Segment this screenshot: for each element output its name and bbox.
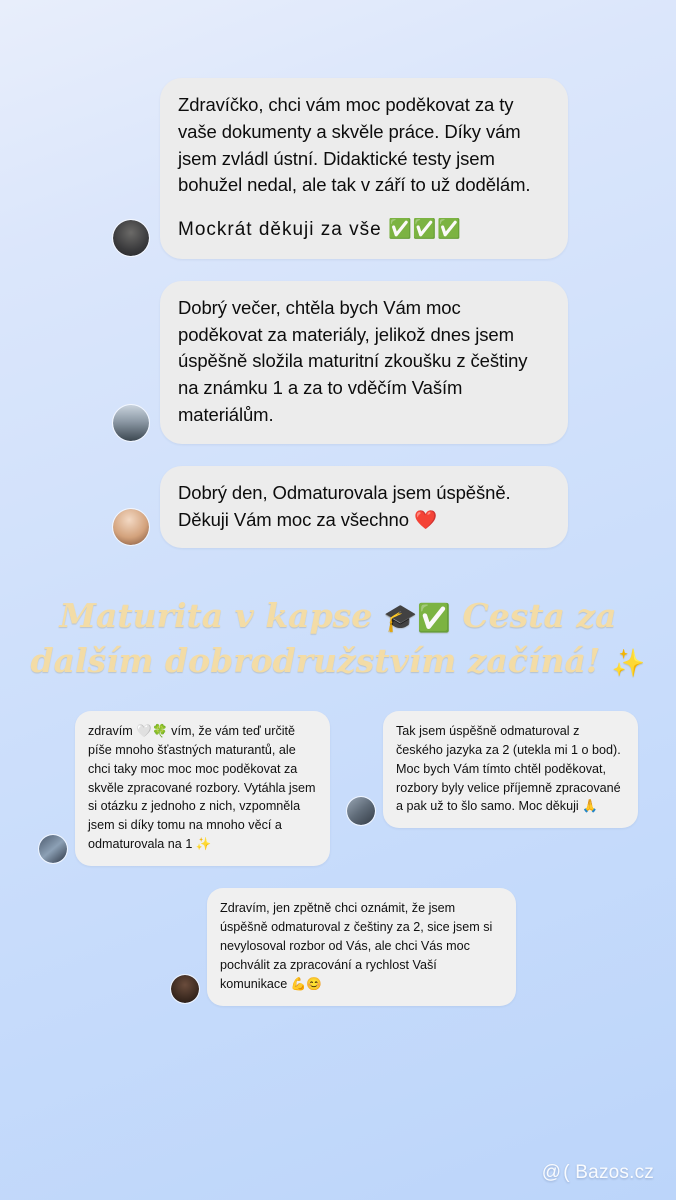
message-text: zdravím 🤍🍀 vím, že vám teď určitě píše mnoho šťastných maturantů, ale chci taky moc moc moc poděkovat za skvěle zpracované rozbory. Vytáhla jsem si otázku z jednoho z nich, vzpomněla jsem si díky tomu na mnoho věcí a odmaturovala na 1 ✨ bbox=[88, 723, 316, 852]
message-text: Zdravíčko, chci vám moc poděkovat za ty vaše dokumenty a skvěle práce. Díky vám jsem zvládl ústní. Didaktické testy jsem bohužel nedal, ale tak v září to už dodělám. bbox=[178, 94, 531, 196]
avatar-image bbox=[113, 509, 149, 545]
message-bubble bbox=[160, 466, 568, 549]
message-row bbox=[38, 711, 330, 866]
bottom-message-row bbox=[0, 888, 676, 1005]
message-bubble bbox=[160, 281, 568, 444]
headline-line-2 bbox=[22, 639, 654, 683]
avatar[interactable] bbox=[112, 508, 150, 546]
avatar-image bbox=[113, 405, 149, 441]
message-bubble bbox=[160, 78, 568, 259]
avatar-image bbox=[171, 975, 199, 1003]
message-text-secondary: Mockrát děkuji za vše ✅✅✅ bbox=[178, 219, 462, 241]
message-bubble bbox=[207, 888, 516, 1005]
headline bbox=[0, 594, 676, 682]
avatar[interactable] bbox=[346, 796, 376, 826]
message-row bbox=[0, 466, 676, 549]
avatar-image bbox=[347, 797, 375, 825]
message-text: Dobrý večer, chtěla bych Vám moc poděkovat za materiály, jelikož dnes jsem úspěšně složila maturitní zkoušku z češtiny na známku 1 a za to vděčím Vaším materiálům. bbox=[178, 296, 528, 426]
avatar-image bbox=[39, 835, 67, 863]
small-message-list bbox=[0, 711, 676, 866]
message-bubble bbox=[75, 711, 330, 866]
at-icon: @ bbox=[541, 1162, 562, 1183]
headline-line-1 bbox=[22, 594, 654, 638]
top-message-list bbox=[0, 0, 676, 548]
message-text: Dobrý den, Odmaturovala jsem úspěšně. Děkuji Vám moc za všechno ❤️ bbox=[178, 481, 511, 530]
avatar-image bbox=[113, 220, 149, 256]
message-text: Zdravím, jen zpětně chci oznámit, že jsem úspěšně odmaturoval z češtiny za 2, sice jsem si nevylosoval rozbor od Vás, ale chci Vás moc pochválit za zpracování a rychlost Vaší komunikace 💪😊 bbox=[220, 901, 493, 991]
headline-text-c: dalším dobrodružstvím začíná! bbox=[30, 640, 612, 680]
headline-text-a: Maturita v kapse bbox=[59, 596, 384, 636]
message-bubble bbox=[383, 711, 638, 828]
avatar[interactable] bbox=[170, 974, 200, 1004]
message-row bbox=[0, 281, 676, 444]
avatar[interactable] bbox=[112, 404, 150, 442]
graduation-check-icon: 🎓✅ bbox=[383, 603, 451, 635]
avatar[interactable] bbox=[38, 834, 68, 864]
sparkles-icon: ✨ bbox=[611, 647, 646, 679]
message-row bbox=[346, 711, 638, 828]
avatar[interactable] bbox=[112, 219, 150, 257]
headline-text-b: Cesta za bbox=[450, 596, 617, 636]
watermark-text: ( Bazos.cz bbox=[563, 1162, 654, 1183]
watermark bbox=[542, 1162, 654, 1184]
message-text: Tak jsem úspěšně odmaturoval z českého jazyka za 2 (utekla mi 1 o bod). Moc bych Vám tímto chtěl poděkovat, rozbory byly velice příjemně zpracované a pak už to šlo samo. Moc děkuji 🙏 bbox=[396, 723, 621, 814]
message-row bbox=[0, 78, 676, 259]
